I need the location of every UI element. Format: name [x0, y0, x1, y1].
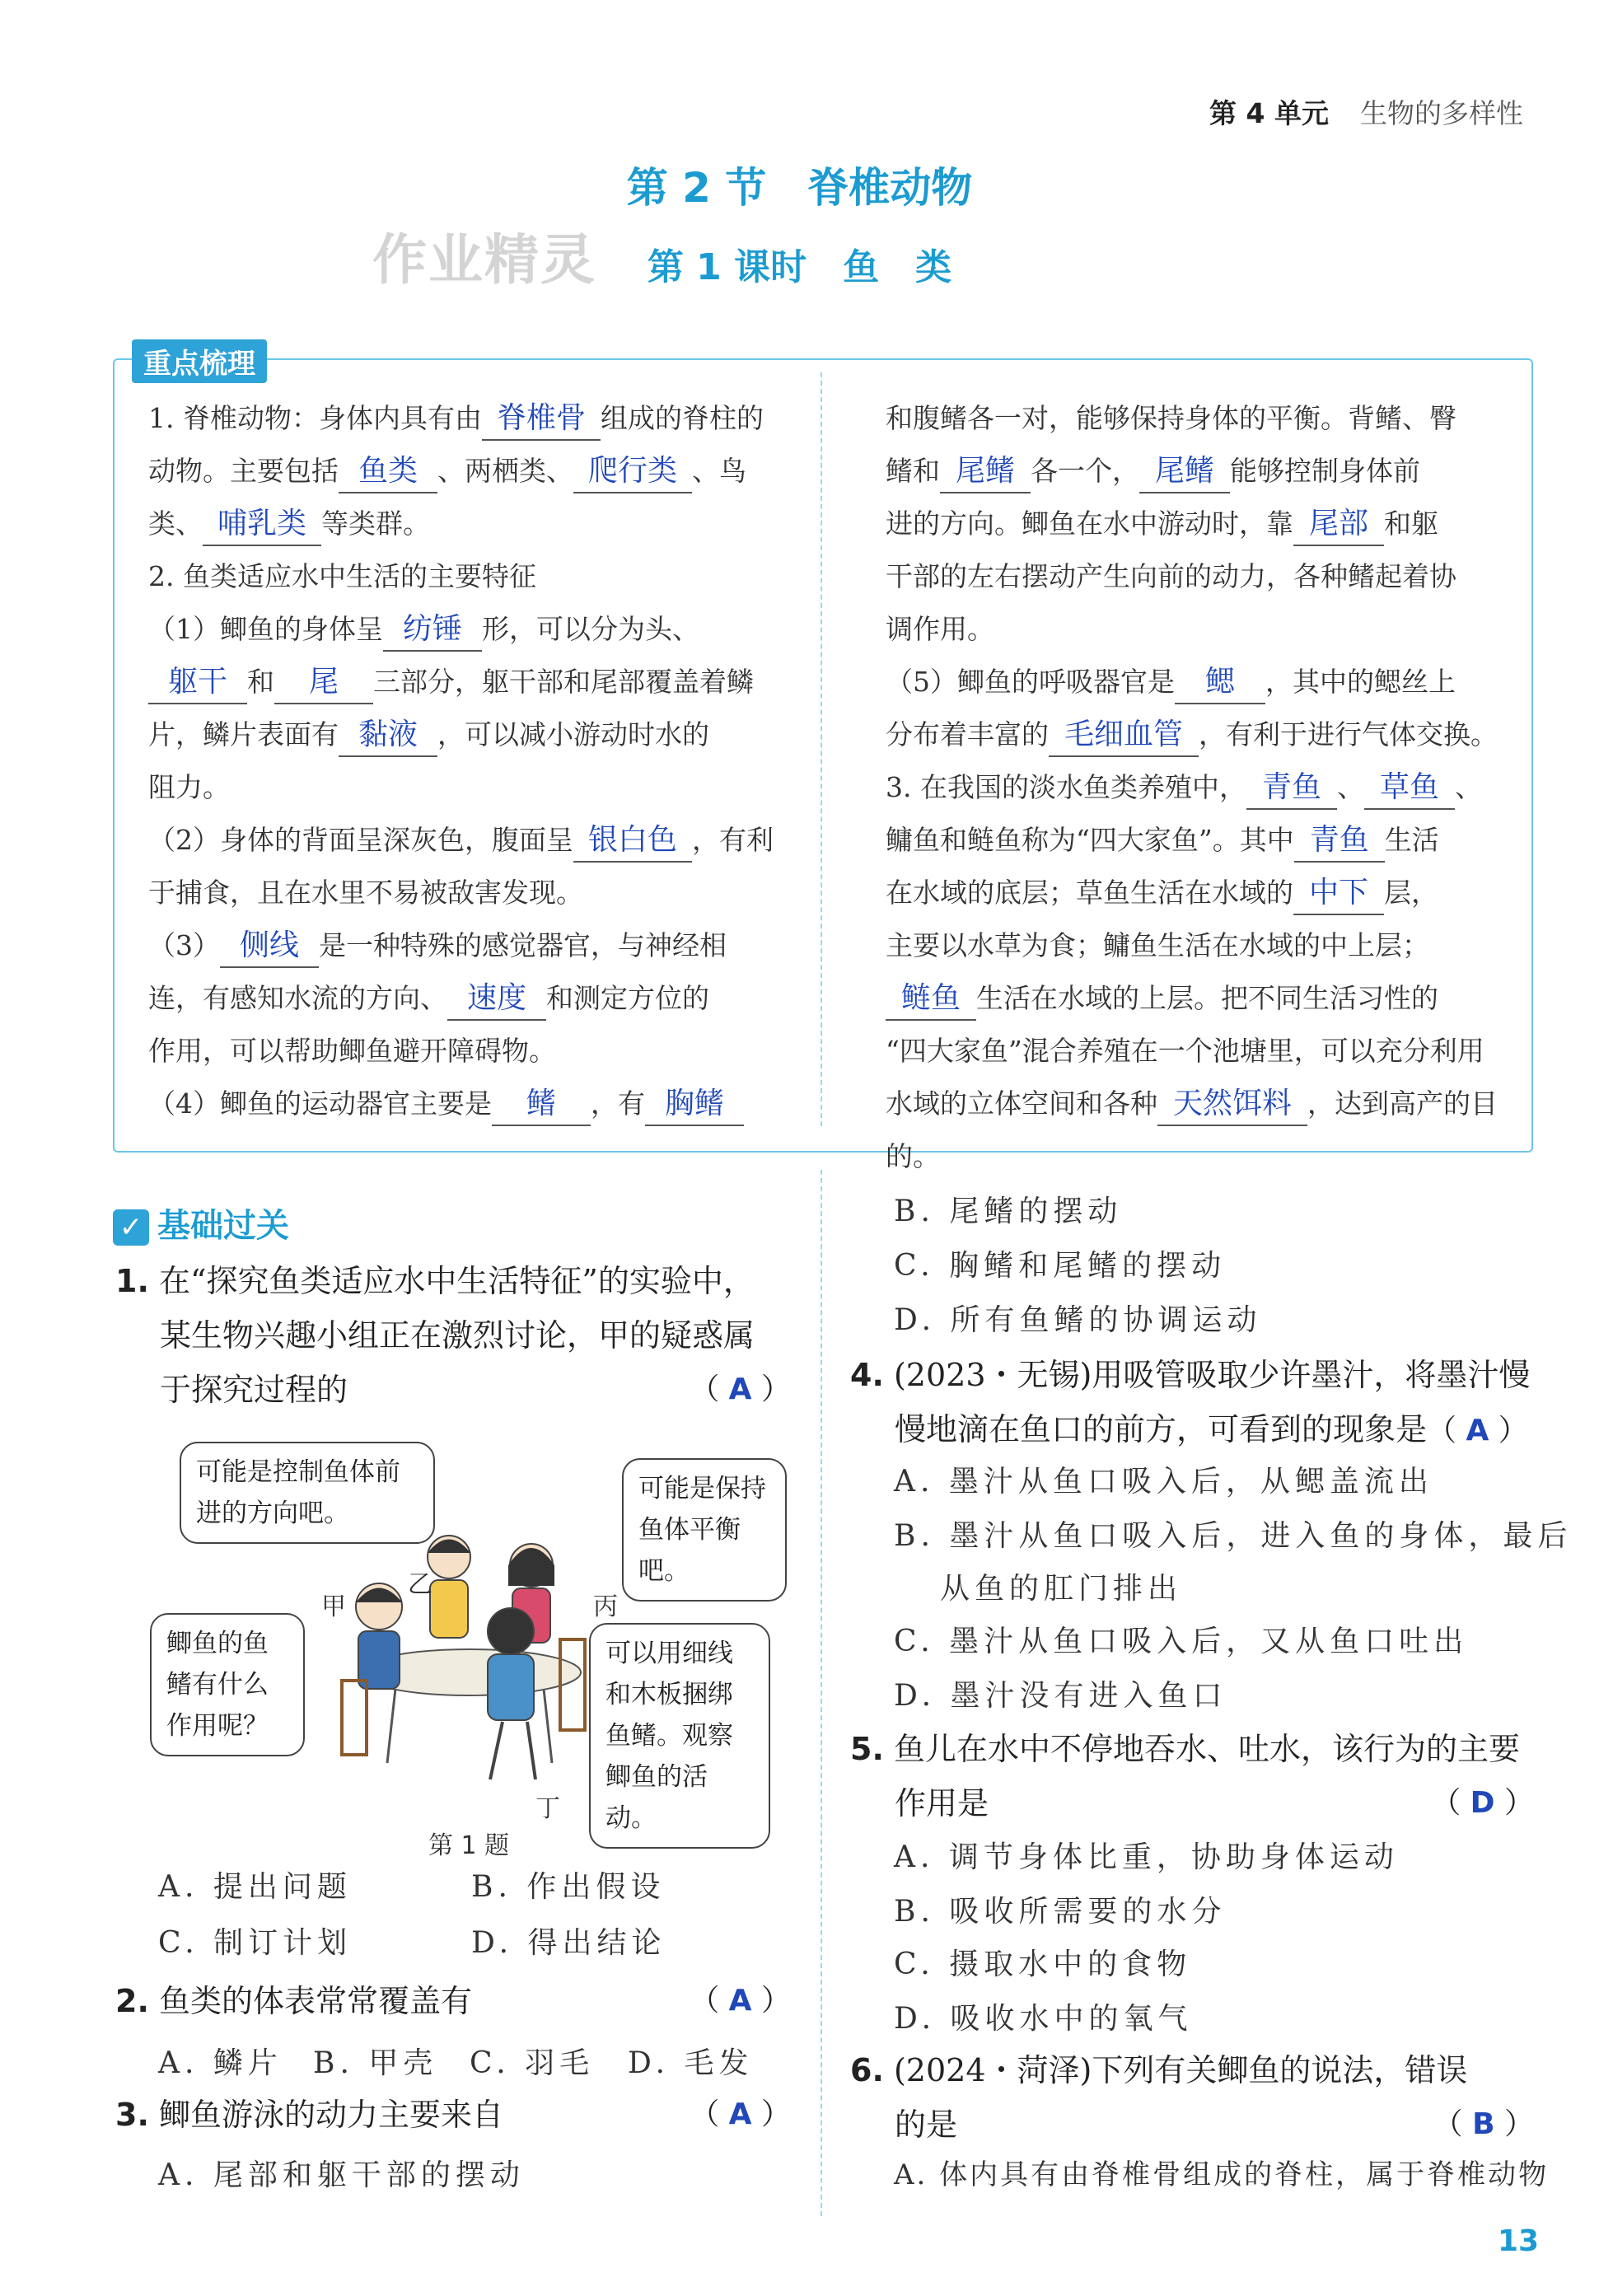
kp-right-line	[886, 1078, 1512, 1183]
kp-left-answer-blank: 纺锤	[383, 609, 482, 652]
kp-right-answer-blank: 草鱼	[1364, 767, 1455, 810]
kp-right-text: 能够控制身体前	[1230, 455, 1420, 487]
kp-left-text: 类、	[148, 507, 203, 540]
kp-left-line	[148, 445, 799, 498]
kp-right-text: 3. 在我国的淡水鱼类养殖中，	[886, 771, 1246, 803]
kp-left-text: 于捕食，且在水里不易被敌害发现。	[148, 877, 583, 909]
kp-right-text: “四大家鱼”混合养殖在一个池塘里，可以充分利用	[886, 1035, 1484, 1067]
kp-left-answer-blank: 银白色	[573, 820, 692, 863]
kp-left-text: 和测定方位的	[546, 982, 709, 1014]
label-bing: 丙	[593, 1592, 618, 1621]
keypoints-right-column	[886, 392, 1512, 1183]
kp-left-text: （1）鲫鱼的身体呈	[148, 613, 383, 645]
kp-left-text: 等类群。	[321, 507, 430, 540]
q1-option-c: C. 制订计划	[158, 1926, 353, 1960]
kp-left-text: 形，可以分为头、	[482, 613, 699, 645]
q5-line-2: 作用是	[895, 1785, 989, 1821]
q4-answer-bracket: （ A ）	[1427, 1414, 1528, 1447]
kp-left-line	[148, 972, 799, 1025]
kp-left-answer-blank: 爬行类	[573, 451, 692, 493]
q3-number: 3.	[115, 2097, 149, 2133]
bubble-yi: 可能是控制鱼体前进的方向吧。	[180, 1442, 435, 1544]
bubble-jia: 鲫鱼的鱼鳍有什么作用呢？	[150, 1613, 305, 1756]
check-icon: ✓	[113, 1209, 149, 1246]
kp-right-answer-blank: 毛细血管	[1049, 714, 1199, 757]
kp-left-text: 片，鳞片表面有	[148, 718, 339, 751]
kp-left-line	[148, 498, 799, 550]
kp-right-text: 干部的左右摆动产生向前的动力，各种鳍起着协	[886, 560, 1456, 592]
kp-left-answer-blank: 哺乳类	[203, 503, 321, 546]
kp-right-line	[886, 1025, 1512, 1078]
q5-option-b: B. 吸收所需要的水分	[894, 1895, 1227, 1929]
unit-title: 生物的多样性	[1359, 97, 1523, 129]
q4-option-a: A. 墨汁从鱼口吸入后，从鳃盖流出	[894, 1465, 1433, 1499]
q3-option-a: A. 尾部和躯干部的摆动	[158, 2158, 525, 2192]
q5-line-1: 鱼儿在水中不停地吞水、吐水，该行为的主要	[893, 1731, 1520, 1767]
kp-right-line	[886, 445, 1512, 498]
kp-left-line	[148, 550, 799, 603]
kp-right-line	[886, 867, 1512, 919]
practice-heading-text: 基础过关	[157, 1207, 289, 1245]
q5-option-d: D. 吸收水中的氧气	[894, 2002, 1193, 2036]
q6-line-2: 的是	[895, 2107, 958, 2143]
watermark: 作业精灵	[372, 228, 596, 292]
q4-option-b: B. 墨汁从鱼口吸入后，进入鱼的身体，最后	[894, 1519, 1573, 1553]
kp-left-text: 三部分，躯干部和尾部覆盖着鳞	[373, 666, 754, 698]
kp-right-line	[886, 814, 1512, 867]
practice-heading	[113, 1199, 289, 1246]
kp-right-text: 鳍和	[886, 455, 940, 487]
q1-figure-caption: 第 1 题	[428, 1831, 510, 1860]
lesson-title: 第 1 课时 鱼 类	[647, 246, 952, 288]
kp-left-text: ，可以减小游动时水的	[437, 718, 709, 751]
question-3	[115, 2088, 791, 2142]
q1-option-d: D. 得出结论	[471, 1926, 666, 1960]
kp-right-text: 在水域的底层；草鱼生活在水域的	[886, 877, 1293, 909]
kp-right-answer-blank: 尾鳍	[940, 451, 1031, 493]
unit-label: 第 4 单元	[1209, 97, 1329, 129]
keypoints-divider	[821, 372, 822, 1126]
q4-answer: A	[1466, 1414, 1489, 1447]
kp-right-answer-blank: 中下	[1293, 872, 1384, 915]
kp-left-text: 2. 鱼类适应水中生活的主要特征	[148, 560, 536, 592]
kp-right-line	[886, 392, 1512, 445]
q2-answer-bracket: （ A ）	[690, 1984, 791, 2018]
q5-answer-bracket: （ D ）	[1431, 1786, 1534, 1820]
q4-option-c: C. 墨汁从鱼口吸入后，又从鱼口吐出	[894, 1625, 1469, 1658]
kp-right-answer-blank: 天然饵料	[1157, 1083, 1307, 1126]
kp-left-text: （2）身体的背面呈深灰色，腹面呈	[148, 824, 573, 856]
page-number: 13	[1498, 2224, 1540, 2258]
q2-number: 2.	[115, 1983, 149, 2019]
kp-left-line	[148, 708, 799, 761]
q4-line-2: 慢地滴在鱼口的前方，可看到的现象是	[895, 1411, 1428, 1447]
kp-right-text: 分布着丰富的	[886, 718, 1049, 751]
q5-answer: D	[1470, 1786, 1495, 1820]
q3-answer-bracket: （ A ）	[690, 2097, 791, 2131]
q6-answer: B	[1472, 2107, 1495, 2141]
kp-right-line	[886, 498, 1512, 550]
question-1	[115, 1254, 791, 1417]
q1-option-b: B. 作出假设	[471, 1870, 666, 1904]
kp-right-text: （5）鲫鱼的呼吸器官是	[886, 666, 1175, 698]
kp-right-text: 生活	[1384, 824, 1439, 856]
kp-right-text: 层，	[1384, 877, 1438, 909]
kp-right-answer-blank: 鳃	[1175, 662, 1265, 704]
kp-left-line	[148, 1025, 799, 1078]
q2-text: 鱼类的体表常常覆盖有	[158, 1983, 472, 2019]
kp-left-line	[148, 392, 799, 445]
q3-option-b: B. 尾鳍的摆动	[894, 1195, 1123, 1228]
q2-option-a: A. 鳞片	[158, 2046, 283, 2080]
kp-left-answer-blank: 鳍	[492, 1083, 591, 1126]
kp-left-line	[148, 919, 799, 972]
kp-left-line	[148, 867, 799, 919]
kp-left-answer-blank: 侧线	[220, 925, 319, 968]
kp-right-text: 主要以水草为食；鳙鱼生活在水域的中上层；	[886, 929, 1429, 961]
kp-left-answer-blank: 尾	[274, 662, 373, 704]
kp-left-line	[148, 814, 799, 867]
kp-left-text: 、两栖类、	[437, 455, 573, 487]
kp-right-text: 进的方向。鲫鱼在水中游动时，靠	[886, 507, 1293, 540]
kp-left-line	[148, 656, 799, 708]
label-ding: 丁	[535, 1794, 560, 1823]
question-6	[850, 2043, 1534, 2152]
kp-left-text: 是一种特殊的感觉器官，与神经相	[319, 929, 727, 961]
q4-number: 4.	[850, 1357, 884, 1393]
unit-header	[1209, 92, 1523, 131]
kp-right-line	[886, 708, 1512, 761]
kp-right-text: 水域的立体空间和各种	[886, 1087, 1157, 1120]
kp-right-text: ，达到高产的目的。	[886, 1087, 1498, 1172]
kp-left-line	[148, 761, 799, 814]
kp-right-text: 和躯	[1384, 507, 1438, 540]
q1-illustration	[165, 1433, 791, 1833]
kp-left-answer-blank: 胸鳍	[645, 1083, 744, 1126]
q6-answer-bracket: （ B ）	[1433, 2107, 1534, 2141]
kp-left-text: （4）鲫鱼的运动器官主要是	[148, 1087, 492, 1120]
kp-right-text: 调作用。	[886, 613, 994, 645]
kp-right-answer-blank: 青鱼	[1246, 767, 1337, 810]
kp-right-text: 各一个，	[1031, 455, 1139, 487]
kp-right-answer-blank: 尾鳍	[1139, 451, 1230, 493]
q3-text: 鲫鱼游泳的动力主要来自	[158, 2097, 503, 2133]
kp-right-line	[886, 761, 1512, 814]
label-yi: 乙	[408, 1570, 432, 1599]
kp-left-answer-blank: 躯干	[148, 662, 247, 704]
kp-right-text: ，有利于进行气体交换。	[1199, 718, 1498, 751]
kp-right-text: 、	[1336, 771, 1364, 803]
kp-right-text: 鳙鱼和鲢鱼称为“四大家鱼”。其中	[886, 824, 1294, 856]
kp-left-text: ，有利	[692, 824, 774, 856]
q5-number: 5.	[850, 1731, 884, 1767]
column-divider	[821, 1170, 822, 2216]
question-5	[850, 1722, 1534, 1831]
q3-option-d: D. 所有鱼鳍的协调运动	[894, 1303, 1262, 1337]
q1-line-2: 某生物兴趣小组正在激烈讨论，甲的疑惑属	[160, 1317, 755, 1354]
q3-answer: A	[728, 2097, 752, 2131]
kp-left-text: 1. 脊椎动物：身体内具有由	[148, 402, 482, 434]
q1-number: 1.	[115, 1263, 149, 1299]
kp-right-text: 和腹鳍各一对，能够保持身体的平衡。背鳍、臀	[886, 402, 1456, 434]
q1-line-1: 在“探究鱼类适应水中生活特征”的实验中，	[158, 1263, 755, 1299]
kp-left-text: 组成的脊柱的	[600, 402, 764, 434]
kp-left-answer-blank: 脊椎骨	[482, 398, 601, 441]
kp-left-text: 阻力。	[148, 771, 230, 803]
q6-number: 6.	[850, 2052, 884, 2088]
bubble-ding: 可以用细线和木板捆绑鱼鳍。观察鲫鱼的活动。	[589, 1623, 770, 1849]
kp-right-line	[886, 656, 1512, 708]
kp-left-line	[148, 603, 799, 656]
q2-option-d: D. 毛发	[628, 2046, 754, 2080]
kp-left-text: ，有	[591, 1087, 645, 1120]
kp-right-text: ，其中的鳃丝上	[1265, 666, 1456, 698]
kp-right-answer-blank: 鲢鱼	[886, 978, 976, 1021]
q5-option-c: C. 摄取水中的食物	[894, 1948, 1192, 1981]
kp-right-answer-blank: 尾部	[1293, 503, 1384, 546]
kp-right-answer-blank: 青鱼	[1294, 820, 1385, 863]
q1-answer: A	[728, 1372, 752, 1406]
kp-right-line	[886, 972, 1512, 1025]
question-4	[850, 1348, 1534, 1458]
q2-option-b: B. 甲壳	[313, 2046, 438, 2080]
keypoints-left-column	[148, 392, 799, 1130]
kp-right-text: 、	[1454, 771, 1482, 803]
kp-right-line	[886, 603, 1512, 656]
q6-option-a: A. 体内具有由脊椎骨组成的脊柱，属于脊椎动物	[894, 2158, 1550, 2191]
kp-left-text: 连，有感知水流的方向、	[148, 982, 447, 1014]
kp-left-answer-blank: 速度	[447, 978, 546, 1021]
kp-left-answer-blank: 鱼类	[339, 451, 437, 493]
kp-right-text: 生活在水域的上层。把不同生活习性的	[976, 982, 1438, 1014]
question-2	[115, 1974, 791, 2028]
keypoints-tag: 重点梳理	[132, 339, 267, 383]
q6-line-1: (2024・菏泽)下列有关鲫鱼的说法，错误	[893, 2052, 1468, 2088]
q5-option-a: A. 调节身体比重，协助身体运动	[894, 1840, 1399, 1874]
label-jia: 甲	[321, 1592, 346, 1621]
q3-option-c: C. 胸鳍和尾鳍的摆动	[894, 1249, 1227, 1283]
q1-line-3: 于探究过程的	[160, 1372, 348, 1408]
kp-left-text: （3）	[148, 929, 220, 961]
kp-left-text: 作用，可以帮助鲫鱼避开障碍物。	[148, 1035, 556, 1067]
kp-right-line	[886, 919, 1512, 972]
q2-option-c: C. 羽毛	[470, 2046, 595, 2080]
q1-option-a: A. 提出问题	[158, 1870, 352, 1904]
q4-option-d: D. 墨汁没有进入鱼口	[894, 1679, 1227, 1713]
kp-left-text: 动物。主要包括	[148, 455, 339, 487]
bubble-bing: 可能是保持鱼体平衡吧。	[622, 1458, 787, 1602]
kp-left-line	[148, 1078, 799, 1130]
q4-option-b-cont: 从鱼的肛门排出	[940, 1572, 1183, 1606]
kp-left-text: 和	[247, 666, 274, 698]
kp-left-text: 、鸟	[692, 455, 746, 487]
q1-answer-bracket: （ A ）	[690, 1372, 791, 1406]
section-title: 第 2 节 脊椎动物	[626, 164, 973, 212]
kp-left-answer-blank: 黏液	[339, 714, 437, 757]
q4-line-1: (2023・无锡)用吸管吸取少许墨汁，将墨汁慢	[893, 1357, 1531, 1393]
kp-right-line	[886, 550, 1512, 603]
q2-answer: A	[728, 1984, 752, 2018]
